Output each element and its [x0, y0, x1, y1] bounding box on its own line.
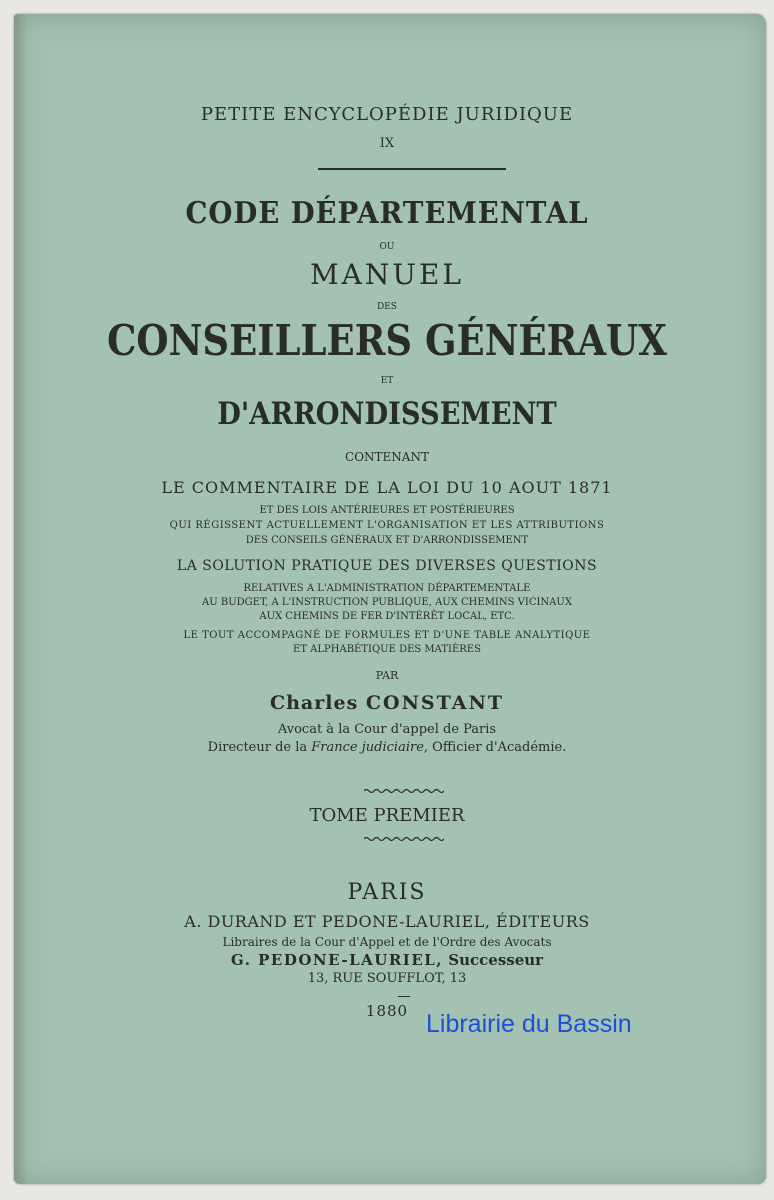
title-rule — [318, 168, 506, 170]
author-role-2-journal: France judiciaire, — [311, 740, 429, 755]
publisher-successor-word: Successeur — [448, 951, 544, 969]
author-role-2-suffix: Officier d'Académie. — [432, 740, 567, 755]
watermark-text: Librairie du Bassin — [426, 1010, 632, 1038]
author-name — [0, 692, 774, 714]
author-last-name: CONSTANT — [365, 692, 504, 714]
author-by: PAR — [375, 669, 399, 682]
title-manuel: MANUEL — [309, 258, 465, 291]
publisher-city: PARIS — [347, 880, 427, 905]
contents-solution: LA SOLUTION PRATIQUE DES DIVERSES QUESTIONS — [176, 558, 598, 574]
publisher-successor — [0, 951, 774, 969]
contents-relative-line-2: AU BUDGET, A L'INSTRUCTION PUBLIQUE, AUX CHEMINS VICINAUX — [202, 597, 572, 608]
author-role-2-prefix: Directeur de la — [207, 740, 308, 755]
contents-laws-line-3: DES CONSEILS GÉNÉRAUX ET D'ARRONDISSEMENT — [245, 535, 529, 546]
publication-year: 1880 — [365, 1002, 409, 1020]
author-role-2 — [0, 740, 774, 755]
contents-label: CONTENANT — [345, 450, 429, 464]
contents-laws-line-2: QUI RÉGISSENT ACTUELLEMENT L'ORGANISATION ET LES ATTRIBUTIONS — [169, 520, 605, 531]
title-conseillers-generaux: CONSEILLERS GÉNÉRAUX — [107, 316, 667, 365]
author-first-name: Charles — [270, 692, 359, 714]
title-code-departemental: CODE DÉPARTEMENTAL — [185, 196, 589, 231]
contents-relative-line-1: RELATIVES A L'ADMINISTRATION DÉPARTEMENTALE — [243, 583, 531, 594]
contents-laws-line-1: ET DES LOIS ANTÉRIEURES ET POSTÉRIEURES — [259, 505, 515, 516]
wavy-rule-lower — [364, 836, 444, 842]
title-conjunction-ou: OU — [379, 242, 395, 252]
contents-closing-line-2: ET ALPHABÉTIQUE DES MATIÈRES — [293, 644, 481, 655]
author-role-1: Avocat à la Cour d'appel de Paris — [277, 722, 497, 737]
series-title: PETITE ENCYCLOPÉDIE JURIDIQUE — [200, 104, 574, 125]
wavy-rule-upper — [364, 788, 444, 794]
publisher-names: A. DURAND ET PEDONE-LAURIEL, ÉDITEURS — [184, 912, 590, 931]
publisher-successor-name: G. PEDONE-LAURIEL, — [230, 951, 444, 969]
tome-label: TOME PREMIER — [309, 805, 465, 826]
title-arrondissement: D'ARRONDISSEMENT — [217, 396, 557, 432]
publisher-address: 13, RUE SOUFFLOT, 13 — [307, 971, 467, 986]
year-rule — [398, 996, 410, 997]
contents-closing-line-1: LE TOUT ACCOMPAGNÉ DE FORMULES ET D'UNE TABLE ANALYTIQUE — [183, 630, 591, 641]
publisher-booksellers: Libraires de la Cour d'Appel et de l'Ordre des Avocats — [222, 935, 552, 949]
series-volume: IX — [379, 136, 395, 151]
title-conjunction-des: DES — [377, 302, 397, 312]
contents-commentary: LE COMMENTAIRE DE LA LOI DU 10 AOUT 1871 — [161, 478, 613, 497]
title-conjunction-et: ET — [380, 376, 394, 386]
contents-relative-line-3: AUX CHEMINS DE FER D'INTÉRÊT LOCAL, ETC. — [259, 611, 515, 622]
